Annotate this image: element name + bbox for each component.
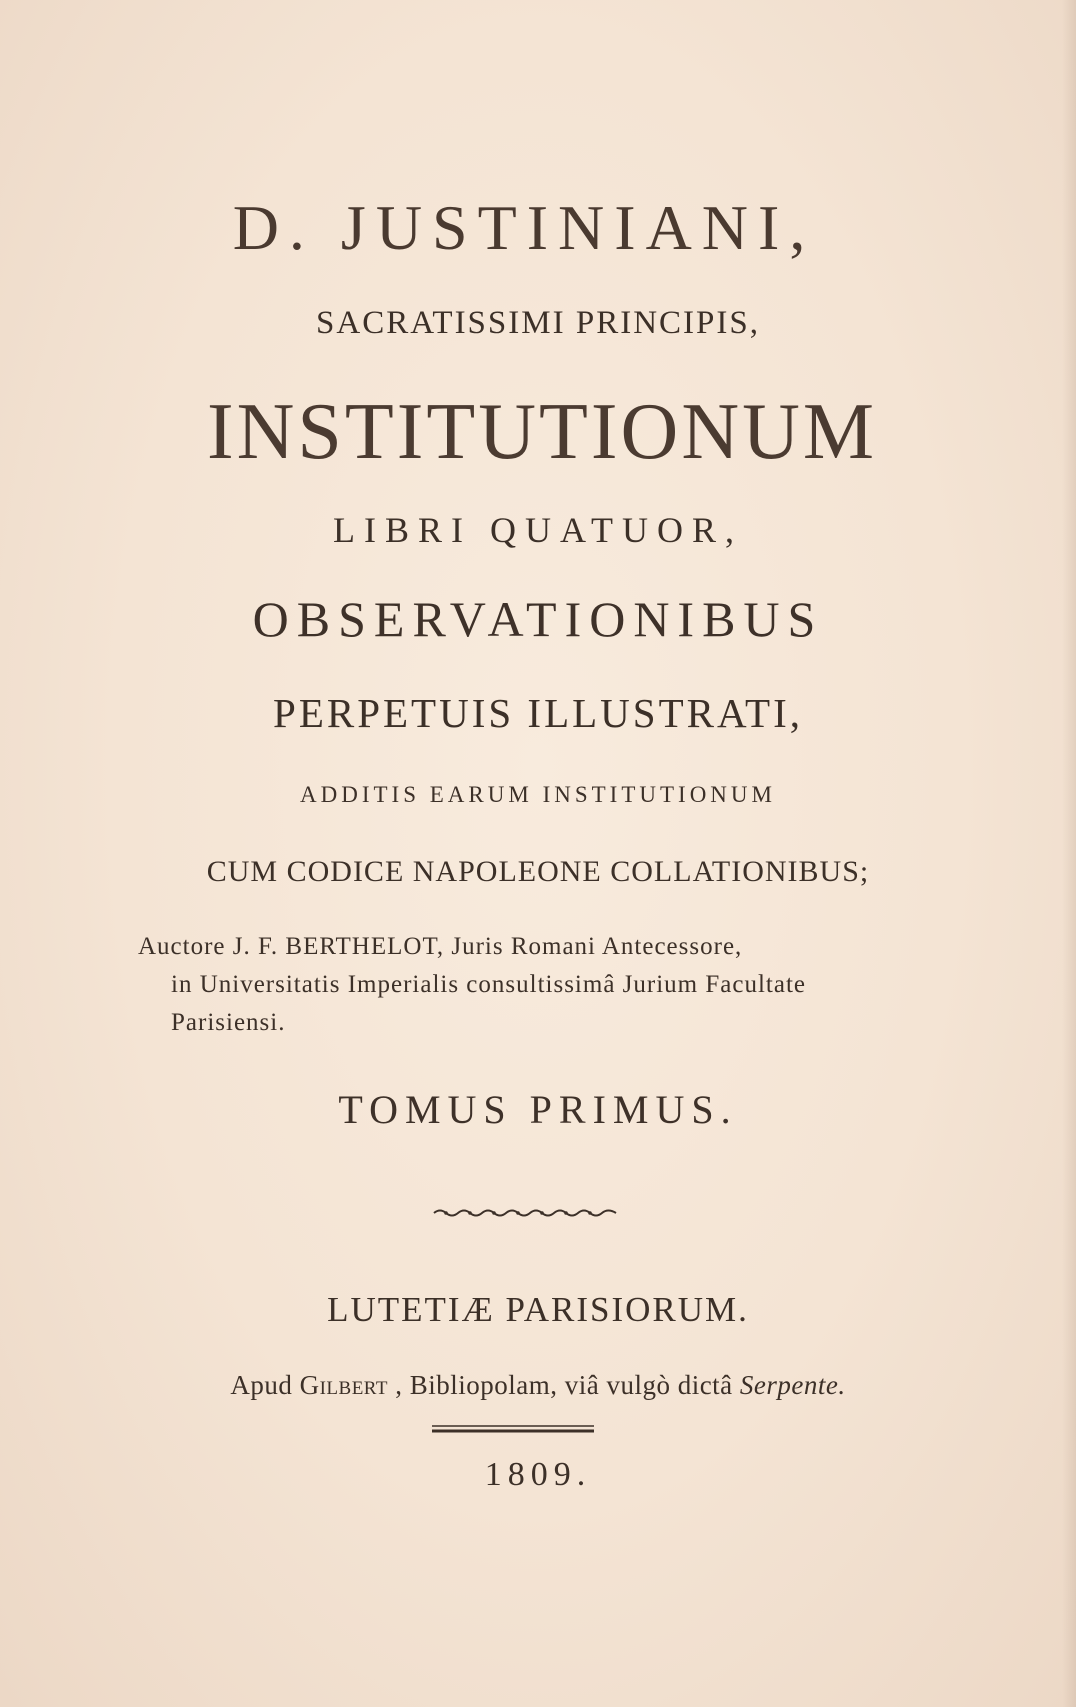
- double-rule: [432, 1424, 594, 1434]
- imprint-year: 1809.: [484, 1456, 592, 1493]
- subtitle-codice: CUM CODICE NAPOLEONE COLLATIONIBUS;: [206, 855, 870, 888]
- ornament-divider: [430, 1205, 620, 1221]
- subtitle-additis: ADDITIS EARUM INSTITUTIONUM: [300, 782, 776, 807]
- author-line-3: Parisiensi.: [171, 1009, 286, 1036]
- author-line-1: Auctore J. F. BERTHELOT, Juris Romani Antecessore,: [138, 933, 743, 960]
- subtitle-libri: LIBRI QUATUOR,: [333, 510, 743, 550]
- publisher-prefix: Apud: [230, 1370, 293, 1400]
- imprint-city: LUTETIÆ PARISIORUM.: [327, 1290, 749, 1329]
- author-line-2: in Universitatis Imperialis consultissimâ Jurium Facultate: [171, 971, 806, 998]
- imprint-publisher: [0, 1372, 1076, 1399]
- publisher-middle: , Bibliopolam, viâ vulgò dictâ: [395, 1370, 733, 1400]
- publisher-name: Gilbert: [299, 1370, 388, 1400]
- publisher-street: Serpente.: [739, 1370, 846, 1400]
- author-name-heading: D. JUSTINIANI,: [232, 192, 816, 263]
- author-statement: [138, 928, 938, 1042]
- main-title: INSTITUTIONUM: [206, 388, 877, 476]
- subtitle-observationibus: OBSERVATIONIBUS: [252, 591, 824, 647]
- subtitle-perpetuis: PERPETUIS ILLUSTRATI,: [273, 690, 803, 736]
- subtitle-princeps: SACRATISSIMI PRINCIPIS,: [316, 305, 760, 341]
- volume-label: TOMUS PRIMUS.: [338, 1087, 738, 1132]
